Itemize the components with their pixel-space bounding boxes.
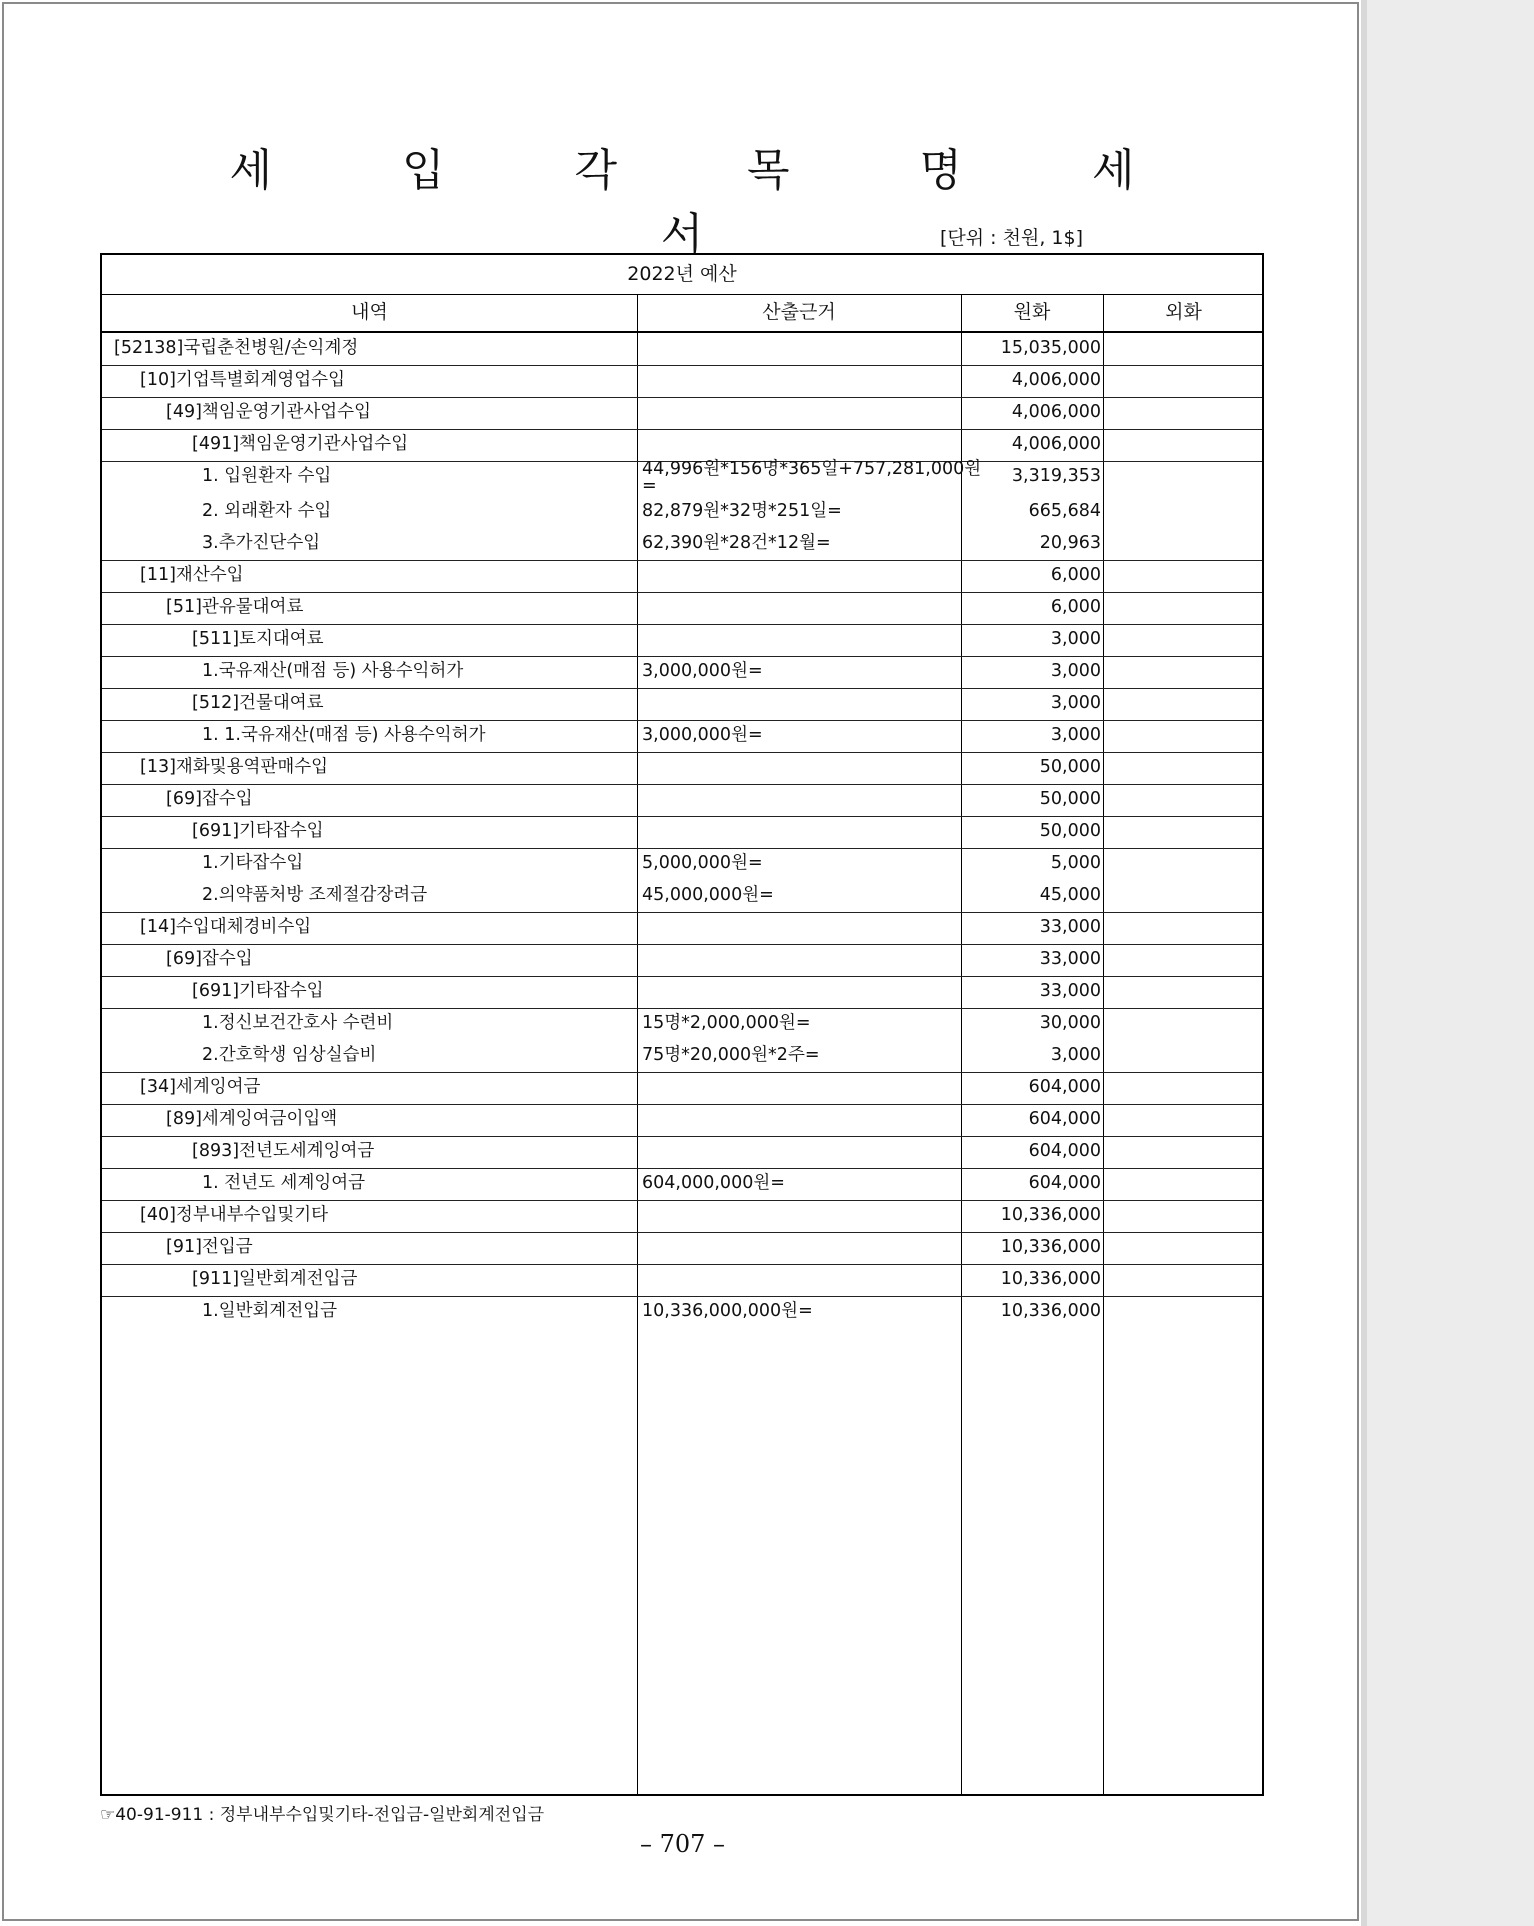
table-row xyxy=(102,1200,1262,1233)
row-krw-amount: 6,000 xyxy=(1050,597,1101,617)
table-row xyxy=(102,333,1262,366)
row-description: [89]세계잉여금이입액 xyxy=(166,1109,338,1129)
column-header-basis: 산출근거 xyxy=(762,301,836,323)
row-description: 3.추가진단수입 xyxy=(202,533,321,553)
row-calculation-basis: 15명*2,000,000원= xyxy=(642,1013,811,1033)
row-description: 2. 외래환자 수입 xyxy=(202,501,332,521)
row-description: [40]정부내부수입및기타 xyxy=(140,1205,329,1225)
row-calculation-basis: 10,336,000,000원= xyxy=(642,1301,813,1321)
row-description: [491]책임운영기관사업수입 xyxy=(192,434,409,454)
row-krw-amount: 50,000 xyxy=(1039,757,1101,777)
row-krw-amount: 10,336,000 xyxy=(1000,1237,1101,1257)
table-row xyxy=(102,752,1262,785)
row-krw-amount: 5,000 xyxy=(1050,853,1101,873)
row-description: [691]기타잡수입 xyxy=(192,981,324,1001)
table-row xyxy=(102,1296,1262,1328)
row-krw-amount: 4,006,000 xyxy=(1011,402,1101,422)
row-description: 1.국유재산(매점 등) 사용수익허가 xyxy=(202,661,464,681)
row-calculation-basis: 604,000,000원= xyxy=(642,1173,785,1193)
page-number: – 707 – xyxy=(639,1830,726,1858)
row-krw-amount: 50,000 xyxy=(1039,821,1101,841)
table-row xyxy=(102,1072,1262,1105)
table-row xyxy=(102,1104,1262,1137)
table-row xyxy=(102,880,1262,913)
row-description: [893]전년도세계잉여금 xyxy=(192,1141,375,1161)
row-krw-amount: 30,000 xyxy=(1039,1013,1101,1033)
row-krw-amount: 20,963 xyxy=(1039,533,1101,553)
column-header-description: 내역 xyxy=(351,301,388,323)
row-description: [911]일반회계전입금 xyxy=(192,1269,358,1289)
year-header: 2022년 예산 xyxy=(102,255,1262,295)
row-description: [11]재산수입 xyxy=(140,565,244,585)
row-krw-amount: 3,000 xyxy=(1050,693,1101,713)
viewer-background xyxy=(1367,0,1534,1926)
row-description: [91]전입금 xyxy=(166,1237,253,1257)
row-description: 1. 1.국유재산(매점 등) 사용수익허가 xyxy=(202,725,486,745)
row-krw-amount: 604,000 xyxy=(1028,1077,1101,1097)
row-calculation-basis: 3,000,000원= xyxy=(642,661,763,681)
table-row xyxy=(102,688,1262,721)
row-description: [511]토지대여료 xyxy=(192,629,324,649)
row-krw-amount: 6,000 xyxy=(1050,565,1101,585)
table-row xyxy=(102,784,1262,817)
row-description: [51]관유물대여료 xyxy=(166,597,304,617)
footer-note: ☞40-91-911 : 정부내부수입및기타-전입금-일반회계전입금 xyxy=(100,1805,545,1825)
row-krw-amount: 10,336,000 xyxy=(1000,1269,1101,1289)
row-krw-amount: 45,000 xyxy=(1039,885,1101,905)
row-description: [512]건물대여료 xyxy=(192,693,324,713)
row-krw-amount: 3,319,353 xyxy=(1011,466,1101,486)
document-page xyxy=(2,2,1359,1921)
table-row xyxy=(102,1232,1262,1265)
row-calculation-basis: 82,879원*32명*251일= xyxy=(642,501,842,521)
table-row xyxy=(102,848,1262,880)
row-description: [13]재화및용역판매수입 xyxy=(140,757,329,777)
table-row xyxy=(102,429,1262,462)
row-krw-amount: 3,000 xyxy=(1050,629,1101,649)
row-krw-amount: 10,336,000 xyxy=(1000,1205,1101,1225)
table-row xyxy=(102,528,1262,561)
column-header-foreign: 외화 xyxy=(1165,301,1202,323)
row-description: 1.일반회계전입금 xyxy=(202,1301,338,1321)
table-row xyxy=(102,365,1262,398)
table-row xyxy=(102,1040,1262,1073)
row-description: [691]기타잡수입 xyxy=(192,821,324,841)
row-description: 1. 입원환자 수입 xyxy=(202,466,332,486)
row-calculation-basis: 44,996원*156명*365일+757,281,000원 = xyxy=(642,459,982,496)
row-description: 1.기타잡수입 xyxy=(202,853,304,873)
row-calculation-basis: 62,390원*28건*12월= xyxy=(642,533,831,553)
row-krw-amount: 604,000 xyxy=(1028,1173,1101,1193)
unit-label: [단위 : 천원, 1$] xyxy=(940,227,1083,249)
table-row xyxy=(102,1168,1262,1201)
table-row xyxy=(102,1136,1262,1169)
table-row xyxy=(102,461,1262,496)
revenue-table xyxy=(100,253,1264,1796)
row-krw-amount: 604,000 xyxy=(1028,1141,1101,1161)
table-row xyxy=(102,976,1262,1009)
table-row xyxy=(102,496,1262,528)
row-krw-amount: 33,000 xyxy=(1039,981,1101,1001)
table-row xyxy=(102,656,1262,689)
row-description: [10]기업특별회계영업수입 xyxy=(140,370,345,390)
row-description: [52138]국립춘천병원/손익계정 xyxy=(114,338,359,358)
row-calculation-basis: 3,000,000원= xyxy=(642,725,763,745)
row-krw-amount: 3,000 xyxy=(1050,725,1101,745)
row-description: [49]책임운영기관사업수입 xyxy=(166,402,371,422)
row-description: 2.간호학생 임상실습비 xyxy=(202,1045,377,1065)
column-header-row xyxy=(102,294,1262,333)
table-row xyxy=(102,592,1262,625)
row-krw-amount: 4,006,000 xyxy=(1011,370,1101,390)
table-row xyxy=(102,816,1262,849)
row-description: [69]잡수입 xyxy=(166,949,253,969)
row-krw-amount: 665,684 xyxy=(1028,501,1101,521)
page-title: 세 입 각 목 명 세 서 xyxy=(229,145,1193,260)
row-calculation-basis: 75명*20,000원*2주= xyxy=(642,1045,820,1065)
row-krw-amount: 10,336,000 xyxy=(1000,1301,1101,1321)
row-krw-amount: 15,035,000 xyxy=(1000,338,1101,358)
row-krw-amount: 604,000 xyxy=(1028,1109,1101,1129)
table-row xyxy=(102,720,1262,753)
row-krw-amount: 50,000 xyxy=(1039,789,1101,809)
row-description: [34]세계잉여금 xyxy=(140,1077,261,1097)
row-description: 1.정신보건간호사 수련비 xyxy=(202,1013,394,1033)
table-row xyxy=(102,912,1262,945)
row-krw-amount: 4,006,000 xyxy=(1011,434,1101,454)
row-krw-amount: 33,000 xyxy=(1039,917,1101,937)
row-description: 2.의약품처방 조제절감장려금 xyxy=(202,885,428,905)
row-calculation-basis: 5,000,000원= xyxy=(642,853,763,873)
table-row xyxy=(102,560,1262,593)
row-krw-amount: 3,000 xyxy=(1050,1045,1101,1065)
row-calculation-basis: 45,000,000원= xyxy=(642,885,774,905)
row-description: [14]수입대체경비수입 xyxy=(140,917,312,937)
table-row xyxy=(102,1264,1262,1297)
table-row xyxy=(102,1008,1262,1040)
table-row xyxy=(102,624,1262,657)
row-description: 1. 전년도 세계잉여금 xyxy=(202,1173,366,1193)
row-krw-amount: 3,000 xyxy=(1050,661,1101,681)
column-header-krw: 원화 xyxy=(1013,301,1051,323)
table-row xyxy=(102,944,1262,977)
table-row xyxy=(102,397,1262,430)
row-krw-amount: 33,000 xyxy=(1039,949,1101,969)
row-description: [69]잡수입 xyxy=(166,789,253,809)
